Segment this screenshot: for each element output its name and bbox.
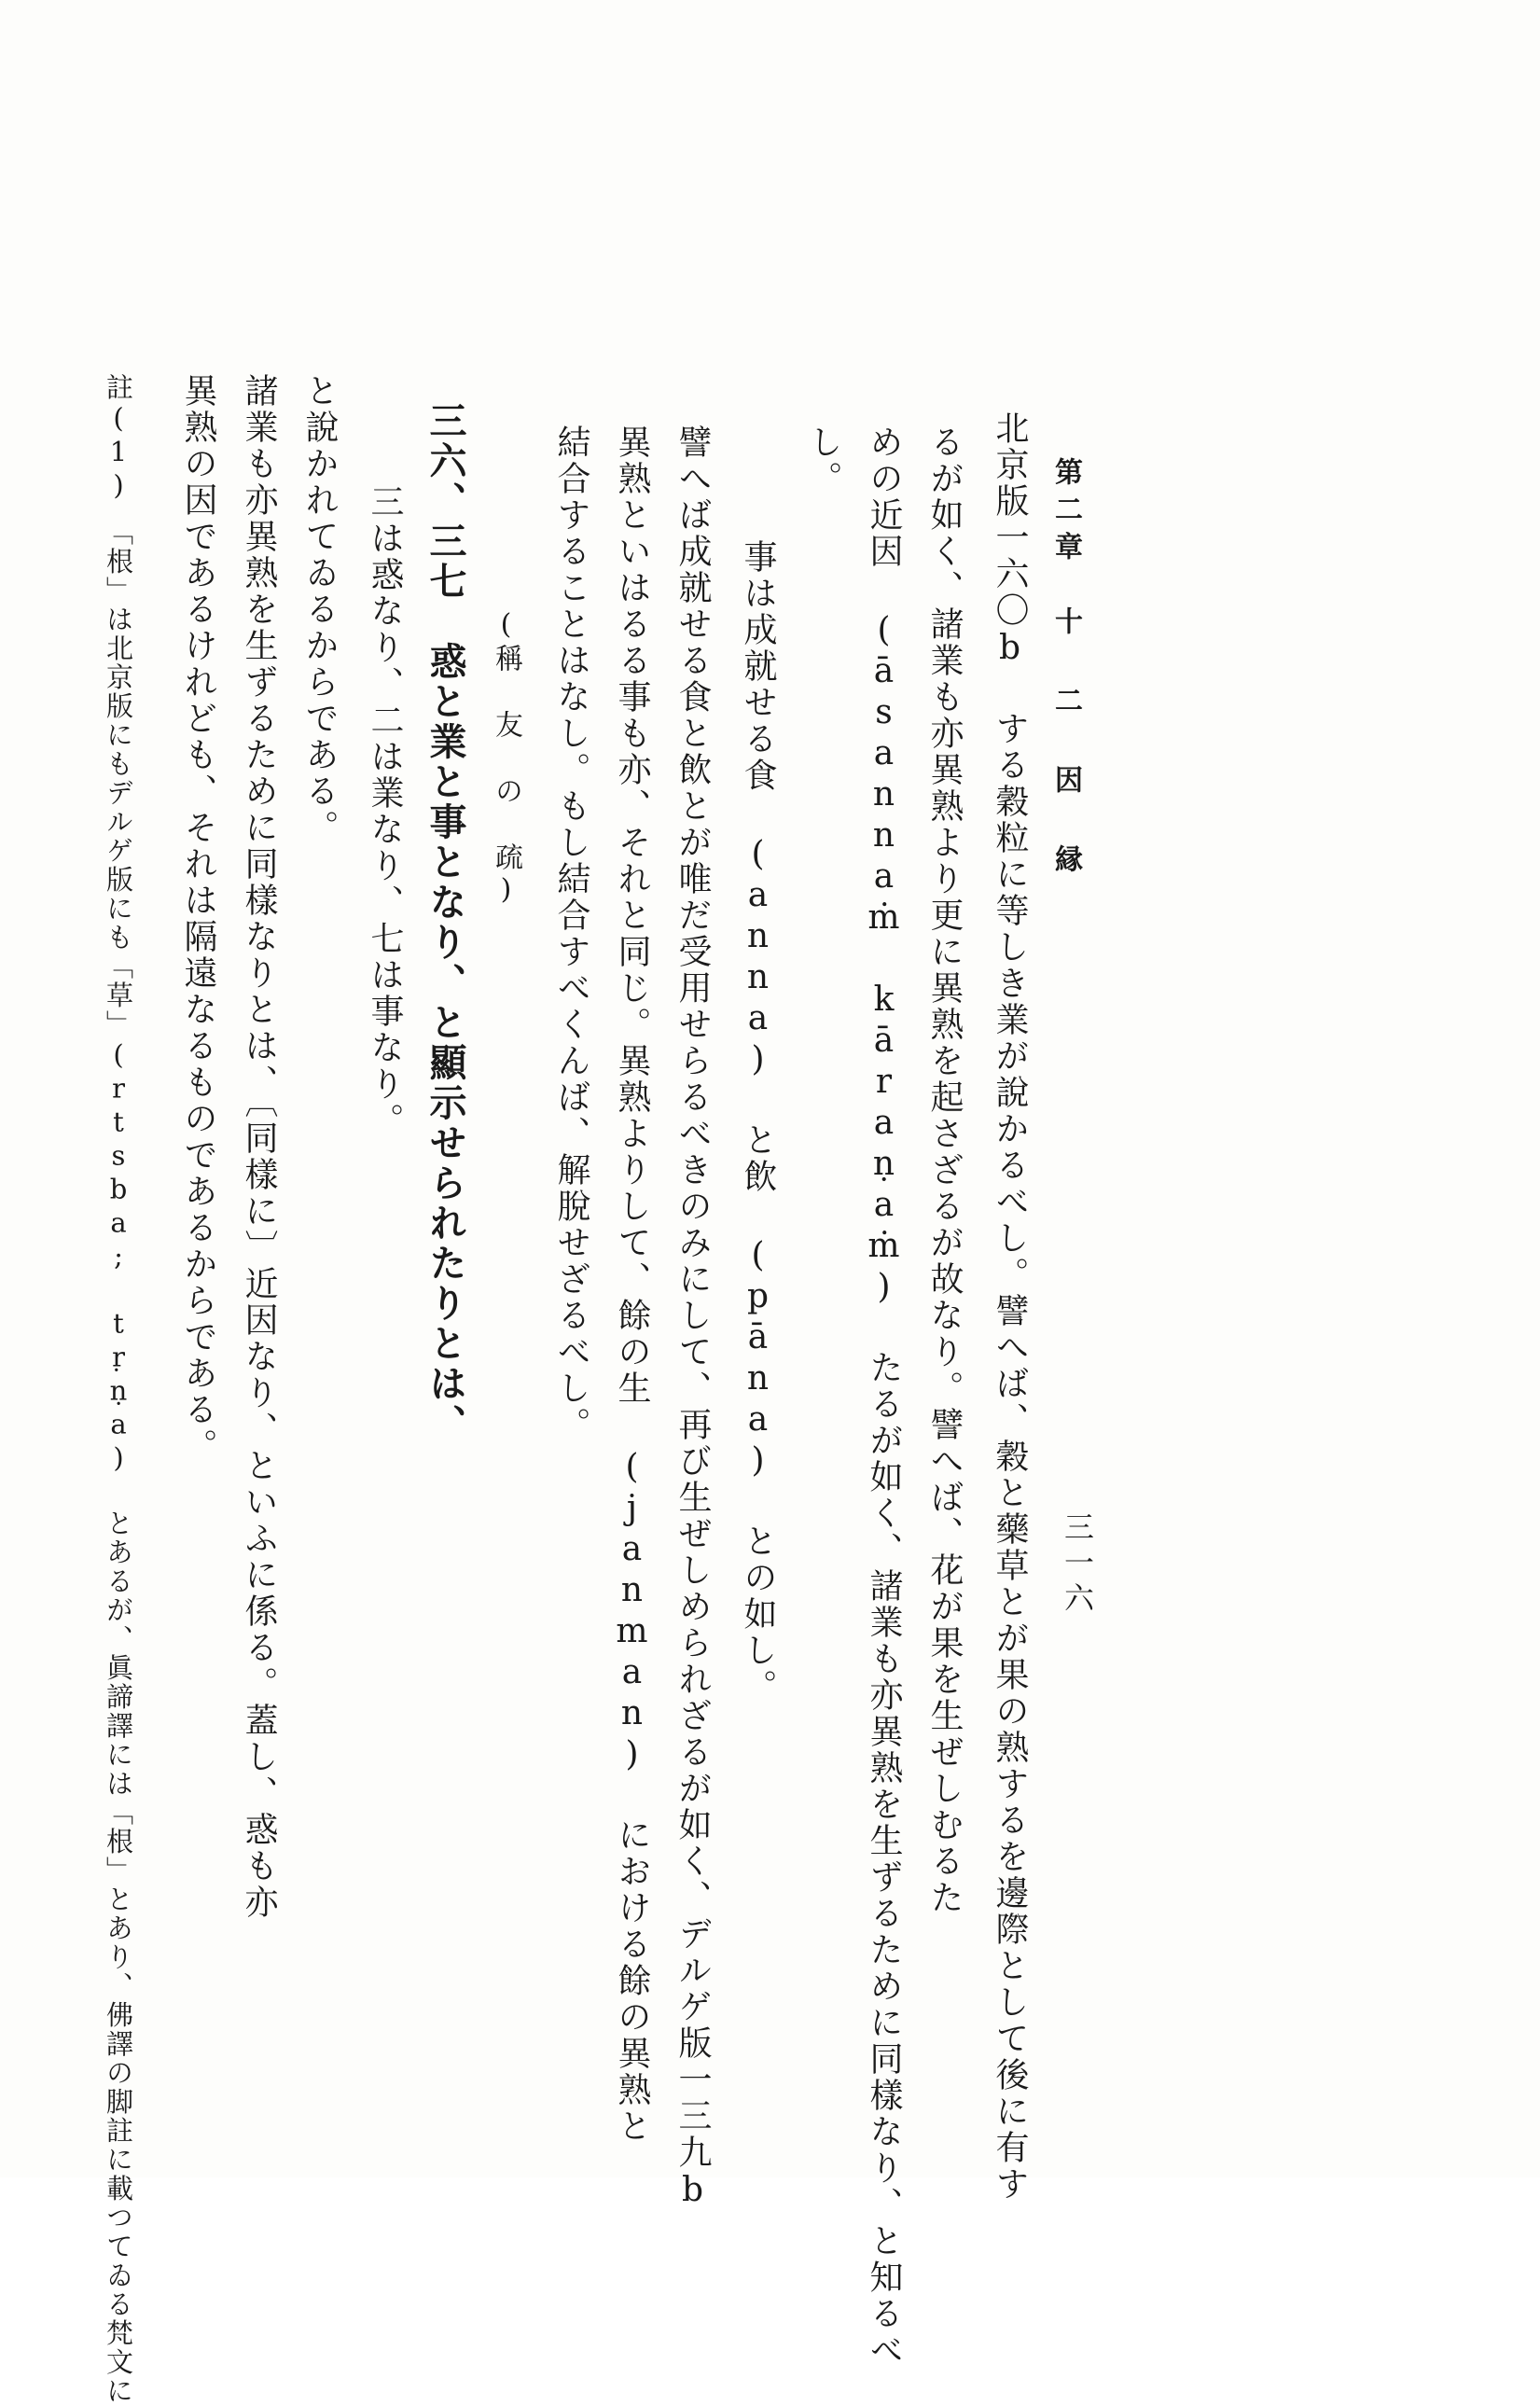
text-column: るが如く、諸業も亦異熟より更に異熟を起さざるが故なり。譬へば、花が果を生ぜしむるた — [925, 424, 964, 1916]
text-column: 三は惑なり、二は業なり、七は事なり。 — [366, 448, 404, 1139]
page-number: 三一六 — [1060, 1511, 1095, 1618]
footnote: 註(1) 「根」は北京版にもデルゲ版にも「草」(rtsba; tṛṇa) とあるが、眞諦譯には「根」とあり、佛譯の脚註に載つてゐる梵文に — [103, 373, 134, 2406]
text-column: 異熟といはるる事も亦、それと同じ。異熟よりして、餘の生 (janman) における餘の異熟と — [613, 424, 651, 2145]
text-column: 結合することはなし。もし結合すべくんば、解脫せざるべし。 — [552, 424, 590, 1443]
text-column: 諸業も亦異熟を生ずるために同樣なりとは、〔同樣に〕近因なり、といふに係る。蓋し、惑も亦 — [240, 373, 278, 1921]
text-column: 譬へば成就せる食と飲とが唯だ受用せらるべきのみにして、再び生ぜしめられざるが如く、デルゲ版一三九b — [673, 424, 712, 2212]
text-column: めの近因 (āsannaṁ kāraṇaṁ) たるが如く、諸業も亦異熟を生ずるために同樣なり、と知るべ — [865, 424, 903, 2369]
chapter-header: 第二章 十 二 因 縁 — [1049, 457, 1082, 882]
text-column: 北京版一六〇b する穀粒に等しき業が說かるべし。譬へば、穀と藥草とが果の熟するを邊際として後に有す — [991, 410, 1029, 2203]
text-column: 事は成就せる食 (anna) と飲 (pāna) との如し。 — [739, 466, 777, 1705]
section-heading: 三六、三七 惑と業と事となり、と顯示せられたりとは、 — [423, 401, 467, 1444]
text-column: 異熟の因であるけれども、それは隔遠なるものであるからである。 — [179, 373, 217, 1465]
text-column: と說かれてゐるからである。 — [300, 373, 339, 846]
text-column: し。 — [804, 424, 842, 497]
commentary-title: (稱 友 の 疏) — [490, 485, 522, 909]
